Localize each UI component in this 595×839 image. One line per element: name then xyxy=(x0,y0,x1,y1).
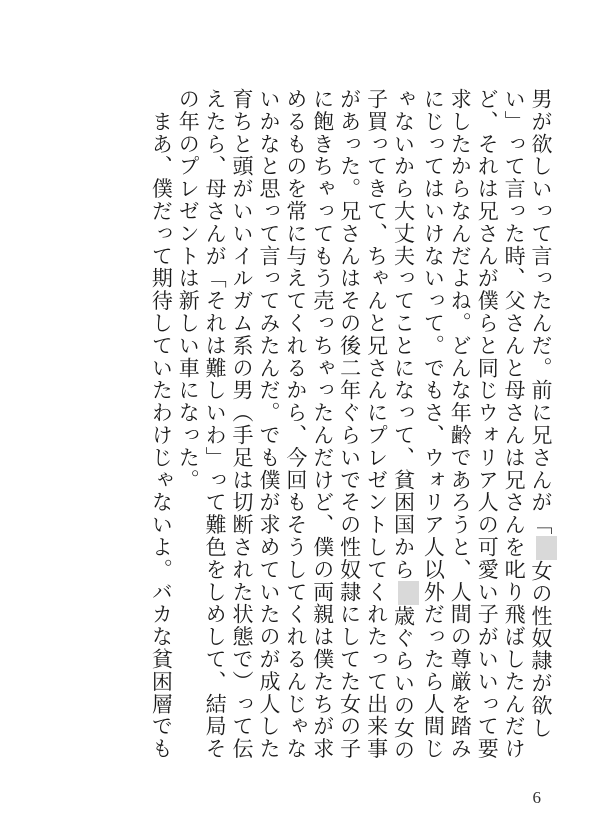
text-column-6 xyxy=(390,88,420,778)
redacted-box xyxy=(398,581,419,605)
text-column-10: めるものを常に与えてくれるから、今回もそうしてくれるんじゃな xyxy=(283,88,308,760)
text-segment: 男が欲しいって言ったんだ。前に兄さんが「 xyxy=(529,88,553,536)
text-column-2: い」って言った時、父さんと母さんは兄さんを叱り飛ばしたんだけ xyxy=(502,88,527,760)
text-column-12: 育ちと頭がいいイルガム系の男（手足は切断された状態で）って伝 xyxy=(230,88,255,760)
text-column-5: にじってはいけないって。でもさ、ウォリア人以外だったら人間じ xyxy=(421,88,446,760)
text-segment: 女の性奴隷が欲し xyxy=(529,560,553,740)
text-column-7: 子買ってきて、ちゃんと兄さんにプレゼントしてくれたって出来事 xyxy=(364,88,389,760)
body-text xyxy=(147,88,557,778)
text-column-1 xyxy=(527,88,557,778)
redacted-box xyxy=(536,536,557,560)
text-column-11: いかなと思って言ってみたんだ。でも僕が求めていたのが成人した xyxy=(256,88,281,760)
text-column-4: 求したからなんだよね。どんな年齢であろうと、人間の尊厳を踏み xyxy=(448,88,473,760)
text-column-9: に飽きちゃってもう売っちゃったんだけど、僕の両親は僕たちが求 xyxy=(310,88,335,760)
text-column-8: があった。兄さんはその後二年ぐらいでその性奴隷にしてた女の子 xyxy=(337,88,362,760)
text-column-13: えたら、母さんが「それは難しいわ」って難色をしめして、結局そ xyxy=(203,88,228,760)
text-segment: ゃないから大丈夫ってことになって、貧困国から xyxy=(391,88,416,581)
text-column-15: まあ、僕だって期待していたわけじゃないよ。バカな貧困層でも xyxy=(149,88,174,760)
text-column-3: ど、それは兄さんが僕らと同じウォリア人の可愛い子がいいって要 xyxy=(475,88,500,760)
page-number: 6 xyxy=(532,788,541,807)
text-segment: 歳ぐらいの女の xyxy=(391,604,416,762)
text-column-14: の年のプレゼントは新しい車になった。 xyxy=(176,88,201,492)
